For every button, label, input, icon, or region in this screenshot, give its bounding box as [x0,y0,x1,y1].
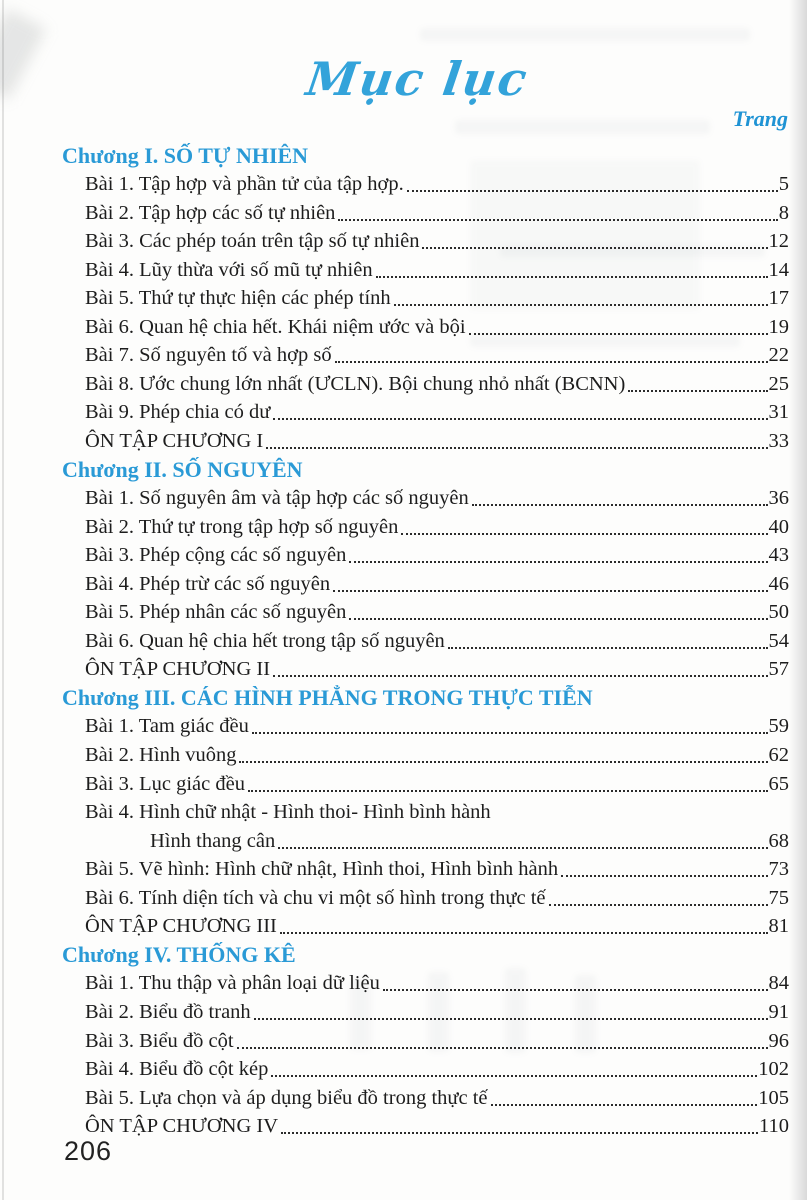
dot-leader [248,790,768,792]
toc-page-number: 59 [768,715,789,738]
dot-leader [407,190,778,192]
toc-row [62,254,789,283]
dot-leader [266,447,767,449]
dot-leader [335,361,768,363]
toc-page-number: 57 [768,658,789,681]
toc-row [62,625,789,654]
toc-item-label: Bài 5. Lựa chọn và áp dụng biểu đồ trong thực tế [85,1086,488,1109]
toc-row [62,311,789,340]
toc-item-label: Bài 1. Tam giác đều [85,715,249,738]
toc-item-label: Bài 2. Tập hợp các số tự nhiên [85,201,336,224]
toc-row [62,1054,789,1083]
dot-leader [338,219,777,221]
toc-page-number: 31 [768,401,789,424]
dot-leader [394,304,768,306]
toc-row [62,197,789,226]
toc-page-number: 36 [768,487,789,510]
toc-item-label: Bài 2. Hình vuông [85,744,237,767]
toc-page-number: 102 [758,1058,789,1081]
toc-row [62,996,789,1025]
toc-page-number: 25 [768,372,789,395]
toc-row [62,768,789,797]
toc-row [62,1111,789,1140]
trang-column-header: Trang [732,106,788,131]
toc-page-number: 12 [768,230,789,253]
toc-item-label: Bài 1. Thu thập và phân loại dữ liệu [85,972,380,995]
toc-row [62,1082,789,1111]
toc-page-number: 19 [768,315,789,338]
dot-leader [281,1132,758,1134]
toc-row [62,711,789,740]
toc-row [62,739,789,768]
toc-page-number: 33 [768,430,789,453]
toc-page-number: 14 [768,258,789,281]
toc-item-label: Bài 9. Phép chia có dư [85,401,271,424]
dot-leader [561,875,767,877]
dot-leader [491,1104,758,1106]
toc-row [62,882,789,911]
toc-item-label: Bài 2. Thứ tự trong tập hợp số nguyên [85,515,399,538]
bleed-artifact [455,120,710,134]
page-title: Mục lục [303,52,532,106]
dot-leader [448,647,768,649]
toc-section-heading: Chương I. SỐ TỰ NHIÊN [62,142,309,168]
toc-page-number: 46 [768,572,789,595]
dot-leader [401,533,767,535]
toc-row [62,568,789,597]
toc-page-number: 43 [768,544,789,567]
dot-leader [239,761,767,763]
toc-item-label: ÔN TẬP CHƯƠNG II [85,658,271,681]
toc-row [62,511,789,540]
toc-page-number: 5 [778,173,789,196]
toc-page-number: 22 [768,344,789,367]
toc-page-number: 62 [768,744,789,767]
toc-item-label: Bài 3. Biểu đồ cột [85,1029,234,1052]
toc-item-label: Bài 5. Thứ tự thực hiện các phép tính [85,287,391,310]
toc-item-label: Bài 4. Lũy thừa với số mũ tự nhiên [85,258,373,281]
dot-leader [422,247,767,249]
toc-page-number: 54 [768,629,789,652]
toc-row [62,911,789,940]
dot-leader [273,418,767,420]
toc-item-label: Bài 8. Ước chung lớn nhất (ƯCLN). Bội chung nhỏ nhất (BCNN) [85,372,626,395]
toc-item-label: Bài 7. Số nguyên tố và hợp số [85,344,332,367]
toc-item-label: Bài 4. Biểu đồ cột kép [85,1058,269,1081]
dot-leader [349,561,767,563]
toc-page-number: 110 [759,1115,789,1138]
dot-leader [273,675,767,677]
toc-row [62,540,789,569]
toc-row [62,597,789,626]
dot-leader [271,1075,757,1077]
folio-page-number: 206 [64,1136,113,1166]
toc-page-number: 8 [778,201,789,224]
toc-page-number: 65 [768,772,789,795]
dot-leader [628,390,767,392]
dot-leader [333,590,767,592]
toc-row [62,169,789,198]
dot-leader [252,732,768,734]
dot-leader [549,904,768,906]
toc-item-label: Bài 3. Các phép toán trên tập số tự nhiên [85,230,420,253]
toc-item-label: Bài 6. Quan hệ chia hết trong tập số nguyên [85,629,445,652]
dot-leader [383,989,768,991]
toc-section-heading: Chương II. SỐ NGUYÊN [62,456,303,482]
toc-page-number: 81 [768,915,789,938]
toc-page-number: 91 [768,1000,789,1023]
toc-item-label: Hình thang cân [150,829,276,852]
toc-item-label: Bài 4. Hình chữ nhật - Hình thoi- Hình bình hành [85,801,491,824]
toc-row [62,283,789,312]
toc-item-label: Bài 2. Biểu đồ tranh [85,1000,251,1023]
dot-leader [472,504,768,506]
toc-row [62,654,789,683]
dot-leader [349,618,767,620]
toc-row [62,397,789,426]
bleed-artifact [420,28,750,41]
dot-leader [469,333,768,335]
toc-item-label: ÔN TẬP CHƯƠNG IV [85,1115,279,1138]
toc-section-heading: Chương IV. THỐNG KÊ [62,941,296,967]
toc-row [62,854,789,883]
toc-item-label: Bài 5. Phép nhân các số nguyên [85,601,347,624]
toc-item-label: Bài 3. Phép cộng các số nguyên [85,544,347,567]
dot-leader [254,1018,768,1020]
toc-item-label: Bài 6. Tính diện tích và chu vi một số hình trong thực tế [85,886,546,909]
toc-item-label: Bài 1. Tập hợp và phần tử của tập hợp. [85,173,404,196]
scan-left-edge-line [2,0,4,1200]
toc-page-number: 40 [768,515,789,538]
toc-row [62,825,789,854]
toc-item-label: ÔN TẬP CHƯƠNG III [85,915,277,938]
toc-page-number: 50 [768,601,789,624]
toc-section-heading: Chương III. CÁC HÌNH PHẲNG TRONG THỰC TIỄN [62,684,593,710]
toc-item-label: Bài 1. Số nguyên âm và tập hợp các số nguyên [85,487,469,510]
toc-row [62,340,789,369]
toc-page-number: 96 [768,1029,789,1052]
toc-page-number: 73 [768,858,789,881]
toc-row [62,1025,789,1054]
toc-row [62,483,789,512]
toc-row [62,797,789,826]
toc-page-number: 84 [768,972,789,995]
dot-leader [376,276,768,278]
toc-item-label: ÔN TẬP CHƯƠNG I [85,430,264,453]
toc-row [62,425,789,454]
toc-item-label: Bài 3. Lục giác đều [85,772,245,795]
toc-item-label: Bài 6. Quan hệ chia hết. Khái niệm ước và bội [85,315,466,338]
scan-gutter-shadow [789,0,807,1200]
toc-row [62,368,789,397]
toc-page-number: 68 [768,829,789,852]
dot-leader [237,1047,768,1049]
toc-page-number: 17 [768,287,789,310]
toc-item-label: Bài 4. Phép trừ các số nguyên [85,572,331,595]
toc-item-label: Bài 5. Vẽ hình: Hình chữ nhật, Hình thoi, Hình bình hành [85,858,559,881]
dot-leader [278,847,767,849]
dot-leader [280,932,768,934]
toc-row [62,226,789,255]
toc-page-number: 75 [768,886,789,909]
toc-row [62,968,789,997]
toc-page-number: 105 [758,1086,789,1109]
toc [62,140,789,1139]
